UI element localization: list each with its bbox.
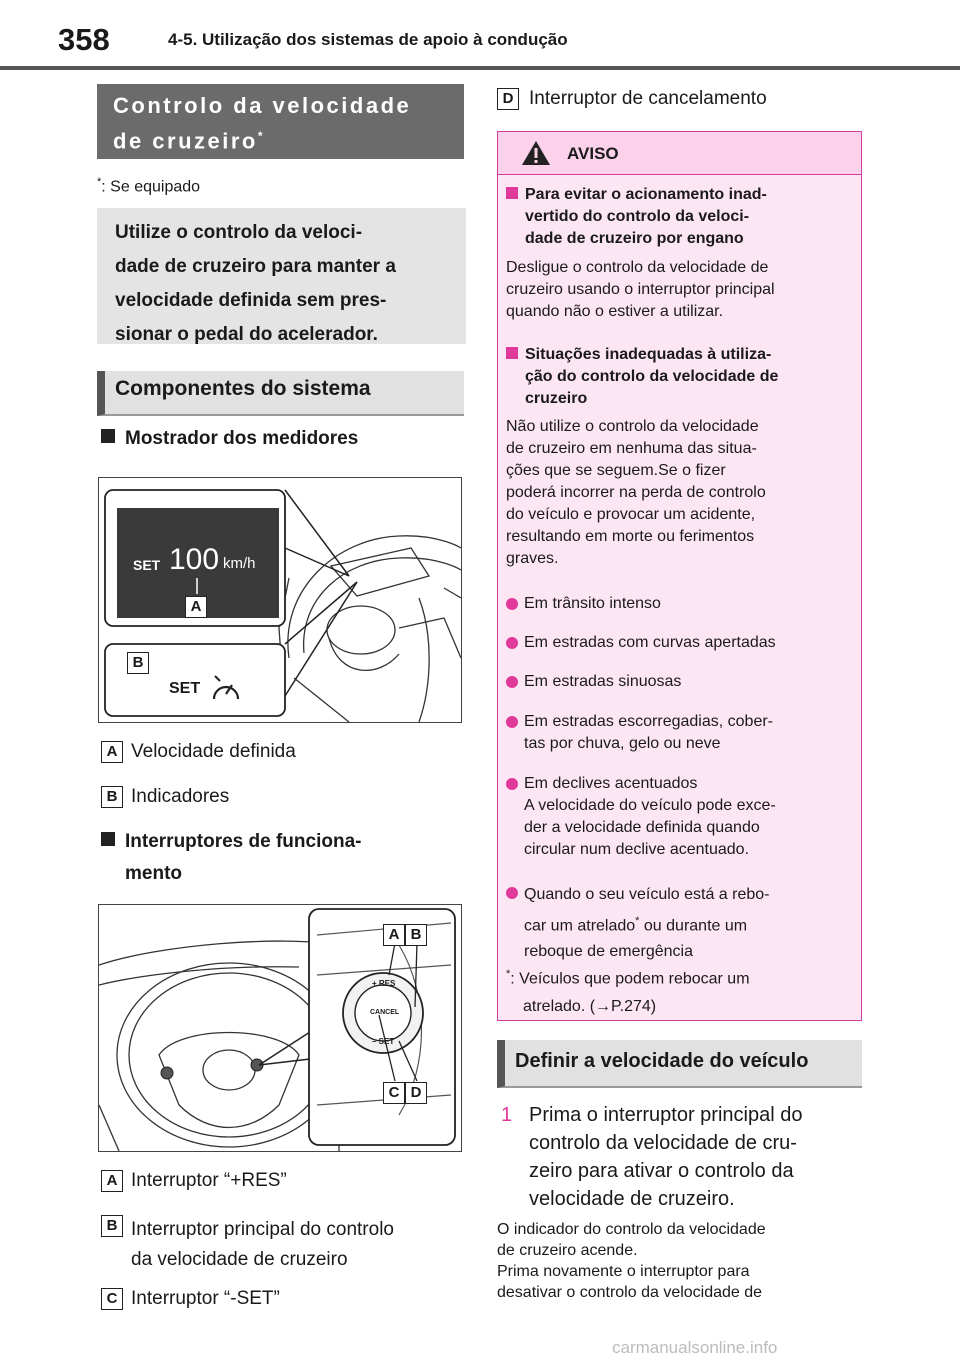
section-title-line2: de cruzeiro <box>113 128 258 154</box>
intro-line-4: sionar o pedal do acelerador. <box>115 324 378 345</box>
chapter-title: 4-5. Utilização dos sistemas de apoio à condução <box>168 30 568 49</box>
switches-figure <box>98 904 462 1152</box>
warning-paragraph-2: Não utilize o controlo da velocidade de cruzeiro em nenhuma das situa- ções que se seguem.Se o fizer poderá incorrer na perda de controlo do veículo e provocar um acidente, resultando em morte ou ferimentos graves. <box>506 418 766 567</box>
res-switch-label: + RES <box>372 979 396 988</box>
cruise-control-indicator-icon <box>209 672 243 704</box>
legend-text-b: Interruptor principal do controlo da velocidade de cruzeiro <box>131 1219 394 1270</box>
figure-label-a: A <box>383 924 405 946</box>
pink-dot-bullet-icon <box>506 887 518 899</box>
footnote-mark: * <box>97 176 102 188</box>
section-footnote: *: Se equipado <box>97 176 201 196</box>
warning-title: AVISO <box>567 144 619 163</box>
legend-text-b: Indicadores <box>131 786 230 807</box>
footnote-mark: * <box>635 915 640 927</box>
intro-box <box>97 208 466 344</box>
pink-dot-bullet-icon <box>506 778 518 790</box>
pink-square-bullet-icon <box>506 187 518 199</box>
step-1-note: O indicador do controlo da velocidade de cruzeiro acende. Prima novamente o interruptor para desativar o controlo da velocidade de <box>497 1221 766 1301</box>
warning-footnote: *: Veículos que podem rebocar um atrelado. (→P.274) <box>506 968 750 1016</box>
warning-box <box>497 131 862 1021</box>
legend-label-a: A <box>101 741 123 763</box>
intro-line-2: dade de cruzeiro para manter a <box>115 256 396 277</box>
legend-label-b: B <box>101 1215 123 1237</box>
legend-label-c: C <box>101 1288 123 1310</box>
legend-label-a: A <box>101 1170 123 1192</box>
legend-label-d: D <box>497 88 519 110</box>
step-number: 1 <box>501 1104 513 1126</box>
warning-heading-1: Para evitar o acionamento inad- vertido do controlo da veloci- dade de cruzeiro por engano <box>506 184 767 250</box>
figure-label-b: B <box>405 924 427 946</box>
square-bullet-icon <box>101 832 115 846</box>
intro-line-3: velocidade definida sem pres- <box>115 290 387 311</box>
gauge-figure <box>98 477 462 723</box>
warning-bullet-3: Em estradas sinuosas <box>524 673 682 690</box>
section-title-mark: * <box>257 129 263 143</box>
switches-heading: Interruptores de funciona- mento <box>101 826 361 890</box>
warning-bullet-6: Quando o seu veículo está a rebo- car um atrelado* ou durante um reboque de emergência <box>524 886 770 961</box>
figure-label-c: C <box>383 1082 405 1104</box>
intro-line-1: Utilize o controlo da veloci- <box>115 222 363 243</box>
warning-bullet-1: Em trânsito intenso <box>524 595 661 612</box>
legend-text-a: Velocidade definida <box>131 741 296 762</box>
cancel-switch-label: CANCEL <box>370 1009 400 1016</box>
header-rule <box>0 66 960 70</box>
pink-dot-bullet-icon <box>506 598 518 610</box>
set-switch-label: – SET <box>372 1037 395 1046</box>
indicator-set-text: SET <box>169 680 201 697</box>
pink-square-bullet-icon <box>506 347 518 359</box>
legend-text-d: Interruptor de cancelamento <box>529 88 767 109</box>
warning-paragraph-1: Desligue o controlo da velocidade de cruzeiro usando o interruptor principal quando não o estiver a utilizar. <box>506 259 775 320</box>
warning-bullet-2: Em estradas com curvas apertadas <box>524 634 776 651</box>
components-title: Componentes do sistema <box>97 371 464 416</box>
figure-label-d: D <box>405 1082 427 1104</box>
warning-bullet-5: Em declives acentuados A velocidade do veículo pode exce- der a velocidade definida quando circular num declive acentuado. <box>524 775 776 858</box>
page-number: 358 <box>58 22 110 57</box>
pink-dot-bullet-icon <box>506 676 518 688</box>
gauge-heading: Mostrador dos medidores <box>101 428 358 450</box>
square-bullet-icon <box>101 429 115 443</box>
pink-dot-bullet-icon <box>506 637 518 649</box>
gauge-illustration <box>99 478 461 722</box>
pink-dot-bullet-icon <box>506 716 518 728</box>
legend-text-c: Interruptor “-SET” <box>131 1288 280 1309</box>
legend-text-a: Interruptor “+RES” <box>131 1170 287 1191</box>
display-unit-text: km/h <box>223 555 256 572</box>
section-title-line1: Controlo da velocidade <box>113 93 412 118</box>
footnote-mark: * <box>506 968 511 980</box>
watermark: carmanualsonline.info <box>612 1338 778 1357</box>
warning-heading-2: Situações inadequadas à utiliza- ção do controlo da velocidade de cruzeiro <box>506 344 778 410</box>
display-set-text: SET <box>133 557 161 573</box>
warning-triangle-icon <box>520 139 552 167</box>
legend-label-b: B <box>101 786 123 808</box>
warning-bullet-4: Em estradas escorregadias, cober- tas por chuva, gelo ou neve <box>524 713 773 752</box>
warning-header <box>498 132 861 175</box>
display-speed-text: 100 <box>169 543 220 576</box>
figure-label-a: A <box>185 596 207 618</box>
define-speed-title: Definir a velocidade do veículo <box>497 1040 862 1088</box>
section-title <box>97 84 464 159</box>
step-1-text: Prima o interruptor principal do controlo da velocidade de cru- zeiro para ativar o controlo da velocidade de cruzeiro. <box>529 1104 803 1210</box>
figure-label-b: B <box>127 652 149 674</box>
